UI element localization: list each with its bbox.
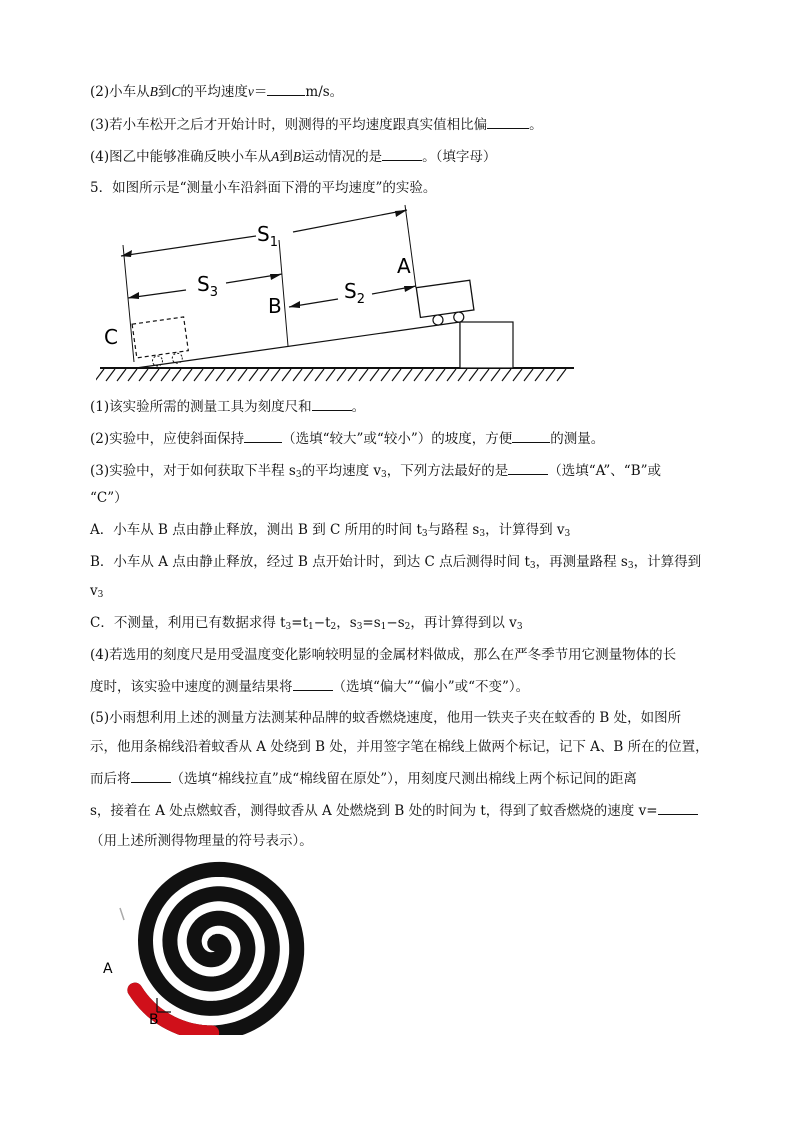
q5-part2: (2)实验中，应使斜面保持 （选填“较大”或“较小”）的坡度，方便 的测量。 [90, 428, 604, 449]
q5-part5-line3: 而后将 （选填“棉线拉直”成“棉线留在原处”），用刻度尺测出棉线上两个标记间的距离 [90, 768, 637, 789]
option-a: A．小车从 B 点由静止释放，测出 B 到 C 所用的时间 $t_3$与路程 $s_3$，计算得到 $v_3$ [90, 522, 571, 539]
answer-blank[interactable] [658, 800, 698, 815]
b-reference-line [279, 240, 288, 346]
cart-at-a [416, 280, 475, 327]
point-a-label: A [397, 254, 411, 278]
option-b-cont: $v_3$ [90, 583, 104, 600]
s1-arrow-left [121, 236, 256, 256]
s2-label: $S_2$ [344, 279, 365, 307]
c-reference-line [123, 245, 134, 362]
answer-blank[interactable] [312, 396, 352, 411]
q5-part3: (3)实验中，对于如何获取下半程 $s_3$的平均速度 $v_3$，下列方法最好的是 （选填“A”、“B”或 [90, 460, 661, 481]
answer-blank[interactable] [512, 428, 550, 443]
support-block [460, 322, 513, 368]
q5-part5-line4: s，接着在 A 处点燃蚊香，测得蚊香从 A 处燃烧到 B 处的时间为 t，得到了蚊香燃烧的速度 v= [90, 800, 698, 821]
answer-blank[interactable] [382, 146, 422, 161]
point-c-label: C [104, 325, 118, 349]
answer-blank[interactable] [293, 676, 333, 691]
q5-part5-line2: 示，他用条棉线沿着蚊香从 A 处绕到 B 处，并用签字笔在棉线上做两个标记，记下 A、B 所在的位置， [90, 739, 709, 755]
q5-part5-line5: （用上述所测得物理量的符号表示）。 [90, 833, 313, 849]
s1-label: $S_1$ [257, 222, 278, 250]
coil-point-a-label: A [103, 961, 113, 977]
incline-figure [96, 200, 586, 385]
coil-start-mark [120, 908, 124, 920]
ground-hatching [96, 369, 566, 381]
q5-part5-line1: (5)小雨想利用上述的测量方法测某种品牌的蚊香燃烧速度，他用一铁夹子夹在蚊香的 B 处，如图所 [90, 710, 682, 726]
q4-part3: (3)若小车松开之后才开始计时，则测得的平均速度跟真实值相比偏 。 [90, 114, 543, 135]
answer-blank[interactable] [487, 114, 529, 129]
q5-part1: (1)该实验所需的测量工具为刻度尺和 。 [90, 396, 365, 417]
answer-blank[interactable] [244, 428, 282, 443]
q4-part4: (4)图乙中能够准确反映小车从A到B运动情况的是 。（填字母） [90, 146, 496, 167]
answer-blank[interactable] [131, 768, 171, 783]
mosquito-coil-figure [95, 860, 315, 1035]
q5-part4-line2: 度时，该实验中速度的测量结果将 （选填“偏大”“偏小”或“不变”）。 [90, 676, 529, 697]
q4-part2: (2)小车从B到C的平均速度v＝ m/s。 [90, 81, 343, 102]
option-c: C．不测量，利用已有数据求得 $t_3=t_1-t_2$，$s_3=s_1-s_2$，再计算得到以 $v_3$ [90, 615, 523, 632]
q5-part4-line1: (4)若选用的刻度尺是用受温度变化影响较明显的金属材料做成，那么在严冬季节用它测量物体的长 [90, 647, 677, 663]
answer-blank[interactable] [508, 460, 548, 475]
s1-arrow-right [293, 210, 407, 232]
option-b: B．小车从 A 点由静止释放，经过 B 点开始计时，到达 C 点后测得时间 $t_3$，再测量路程 $s_3$，计算得到 [90, 554, 702, 571]
point-b-label: B [268, 294, 282, 318]
s3-label: $S_3$ [197, 272, 218, 300]
incline-ramp [136, 322, 460, 368]
q5-title: 5．如图所示是“测量小车沿斜面下滑的平均速度”的实验。 [90, 180, 437, 196]
coil-point-b-label: B [149, 1012, 159, 1028]
answer-blank[interactable] [267, 81, 305, 96]
q5-part3-cont: “C”） [90, 490, 128, 506]
